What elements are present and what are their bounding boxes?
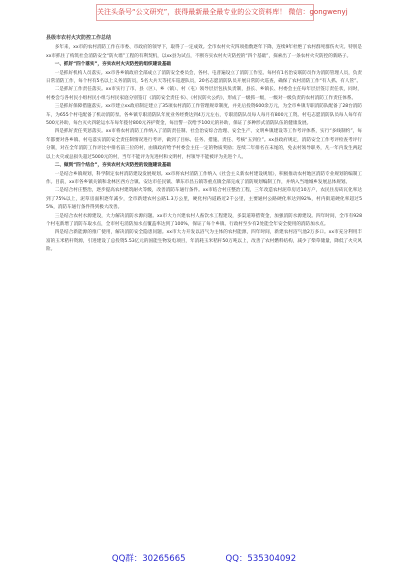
qq-contact-link[interactable]: QQ：535304092 <box>225 554 297 564</box>
wechat-promo-banner[interactable]: 关注头条号“公文研究”，获得最新最全最专业的公文资料库！ 微信：gongwenyj <box>96 4 314 21</box>
paragraph: 三是结合农村水源建设，大力解决消防水源问题。xx市大力兴建农村人畜饮水工程建设，多渠道筹措资金，加强消防水源建设。四年时间，全市有928个村屯新增了消防车取水点，全市村屯消防加水点覆盖率达到了100%，保证了每个乡镇、行政村至少有2处能全年安全使用的消防加水点。 <box>46 213 362 227</box>
paragraph: 一是抓好机构人员落实。xx市各乡镇政府全部成立了消防安全委员会，各村、屯普遍设立了消防工作室。每村有1名治安联防员作为消防管理人员，负责日常消防工作，每个村有5名以上义务消防员，5名大兵天等托车巡逻队员，20名志愿消防队员开展日常防火巡查，确保了农村消防工作“有人抓、有人管”。 <box>46 70 362 85</box>
contact-footer <box>0 552 408 564</box>
document-title: 县级市农村火灾防控工作总结 <box>46 35 112 41</box>
section-heading: 一、抓好“四个落实”，夯实农村火灾防控的组织建设基础 <box>54 62 172 68</box>
section-heading: 二、做到“四个结合”，夯实农村火灾防控的设施建设基础 <box>54 163 172 169</box>
paragraph: 四是抓好责任奖惩落实。xx市将农村消防工作纳入了消防责任制、社会治安综合治理、安全生产、文明乡镇建设等工作考评体系，实行“多线制约”，每年都要对各乡镇、村屯落实消防安全责任制情况进行考评，做到了目标、任务、措施、责任、考核“五到位”。xx县政府规定，消防安全工作考评检查考评行分制，对在全年消防工作评比中排名前三位的村，由镇政府给予村委会主任一定的物质奖励；连续二年排名在末尾的，免去村领导职务，凡一年内发生两起以上火灾或总损失超过5000元的村，当年不能评为先进村和文明村，村领导不能被评为先进个人。 <box>46 129 362 160</box>
paragraph: 多年来，xx市的农村消防工作在市委、市政府的领导下，取得了一定成效。全市农村火灾四项指数逐年下降，连续9年杜绝了农村群死群伤火灾。特别是xx市抓住了构筑社会消防安全“防火墙”工程的有利契机，以xx县为试点，不断夯实农村火灾防控的“四个基础”，探索出了一条农村火灾防控的新路子。 <box>46 45 362 59</box>
paragraph: 二是抓好工作责任落实。xx市实行了市、县（区）、乡（镇）、村（屯）领导层层包扶负责制，县长、乡镇长、村委会主任每年层层签订责任状，同时，村委会与各村民小组村民小组与村民家庭分别签订《消防安全责任书》、《村民防火公约》，形成了一级抓一级，一级对一级负责的农村消防工作责任体系。 <box>46 87 362 101</box>
paragraph: 三是抓好保障措施落实。xx市建立xx政府制定建立了35项农村消防工作管理规章制度，并先后投资600余万元，为全市乡镇专职消防队配备了28台消防车，为655个村屯配备了机动消防泵。各乡镇专职消防队年度业务经费达到4万元左右，专职消防队员每人每月有800元工资。村屯志愿消防队员每人每年有500元补助，每台灭火四轮运水车每年拨付800元养护资金，每出警一次给予100元的补助，保证了多种形式消防队伍的健康发展。 <box>46 104 362 127</box>
document-page <box>46 34 362 255</box>
paragraph: 二是结合村庄整治，逐步提高农村建筑耐火等级，改善消防车通行条件。xx市结合村庄整治工程，三年改造农村泥草房近10万户，农民住房砖瓦化率达到了75%以上，泥草房面积逐年减少，全市新建农村公路1.3万公里，硬化村内道路近2千公里，主要通村公路硬化率达到92%，村内街道硬化率超过55%，消防车通行条件得到极大改善。 <box>46 188 362 211</box>
qq-group-link[interactable]: QQ群：30265665 <box>111 554 186 564</box>
paragraph: 四是结合新能源的推广使用，解决消防安全隐患问题。xx市大力开发以沼气为主体的农村能源，四年时间，新建农村沼气池2万多口。xx市充分利用丰富的玉米秸秆资源，引进建设了总投资5.53亿元的国能生物发电项目，年消耗玉米秸秆50万吨以上，改善了农村燃料结构，减少了柴草储量，降低了火灾风险。 <box>46 230 362 253</box>
document-body <box>46 44 362 254</box>
paragraph: 一是结合乡镇规划，科学制定农村消防建设发展规划。xx市将农村消防工作纳入《社会主义新农村建设规划》，积极推动农村地区消防专业规划的编制工作。目前，xx市各乡镇关镇和北林区西方合镇、安达市任民镇、肇东市昌五镇等重点镇全部完成了消防规划编制工作，并纳入当地城乡发展总体规划。 <box>46 171 362 185</box>
